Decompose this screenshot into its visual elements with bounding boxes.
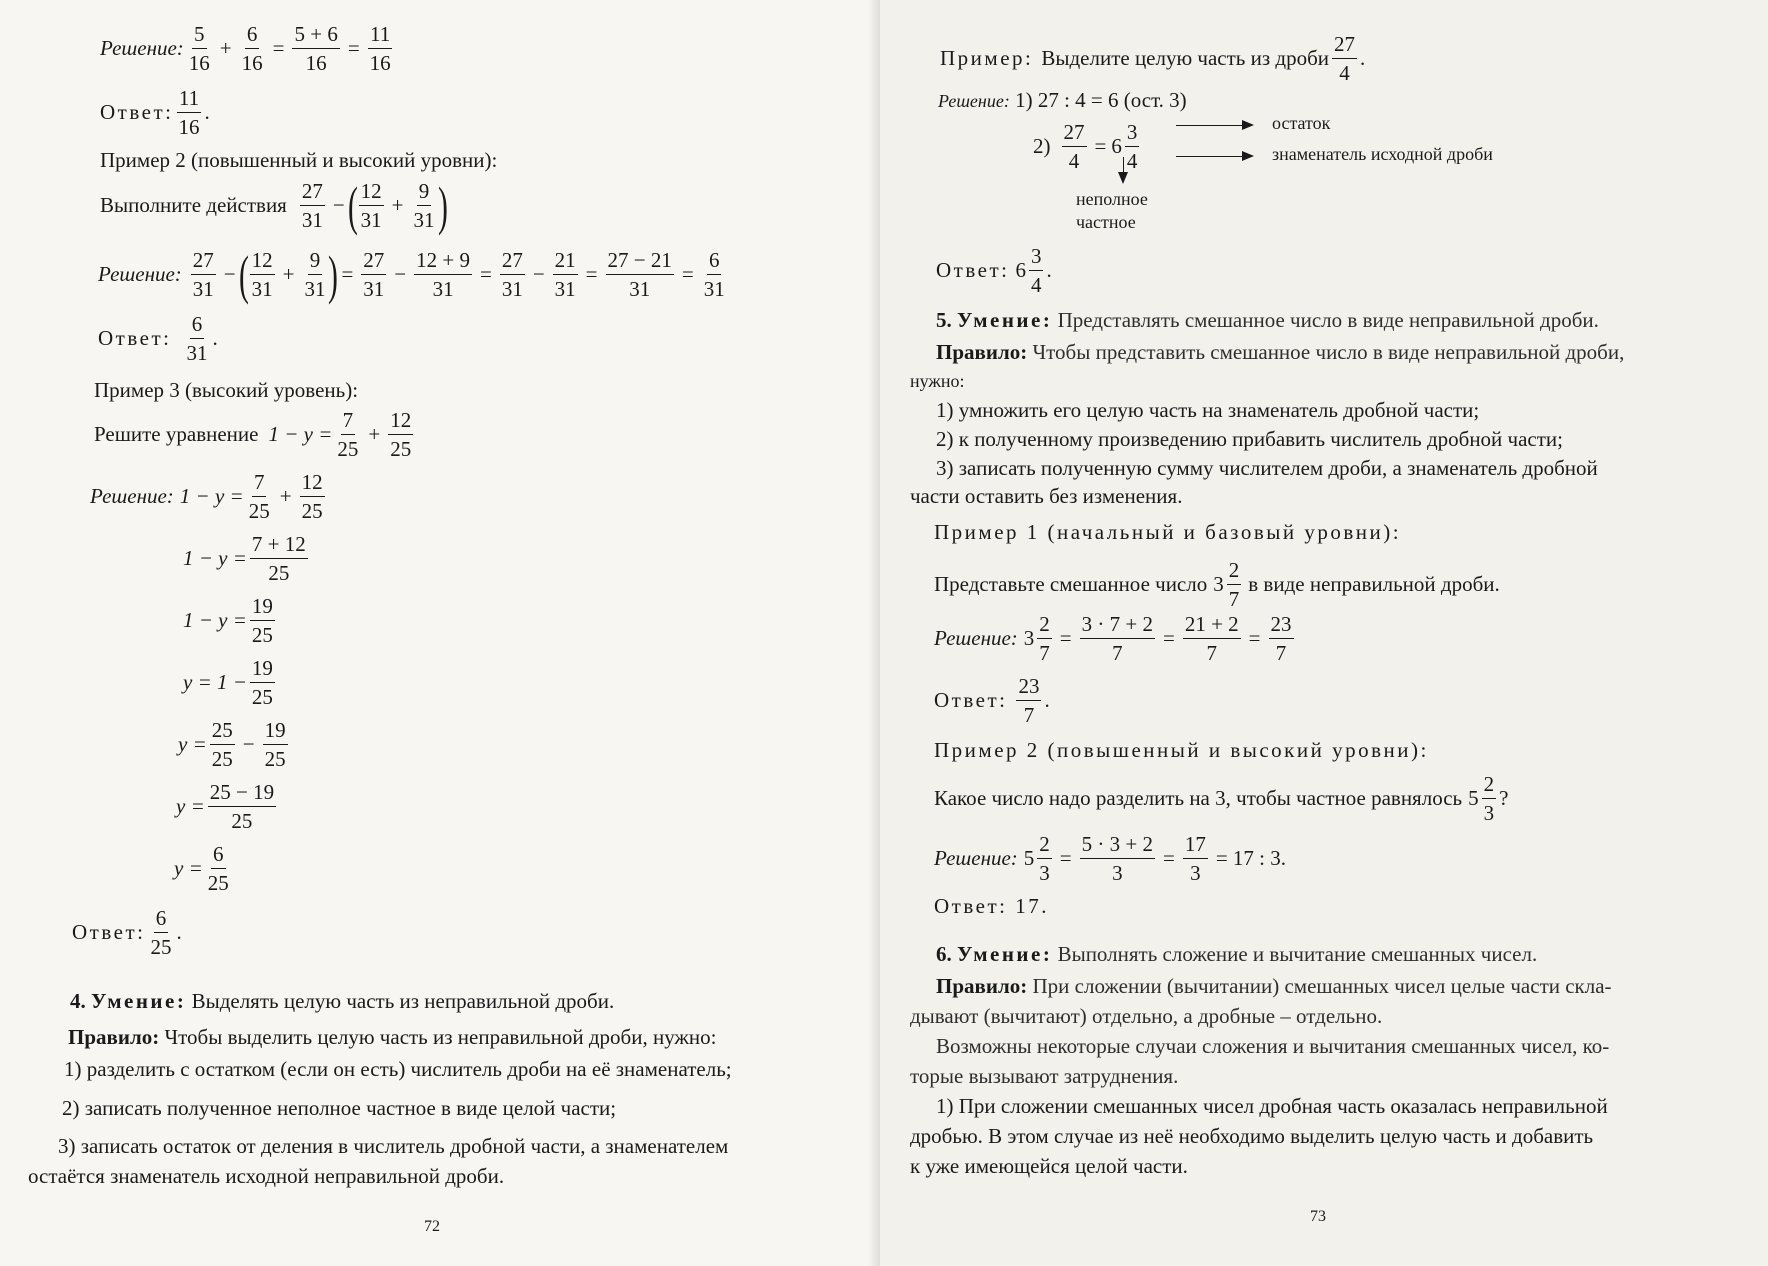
ex2-solution-label: Решение: <box>98 262 182 286</box>
fraction: $\frac{23}{7}$ <box>1270 612 1292 665</box>
ex-answer: Ответ: 6 $\frac{3}{4}$ . <box>936 244 1052 297</box>
mixed-number: 6 $\frac{3}{4}$ <box>1111 120 1138 173</box>
fraction: $\frac{27}{31}$ <box>501 248 523 301</box>
para6: Возможны некоторые случаи сложения и вычитания смешанных чисел, ко- <box>936 1034 1610 1058</box>
mixed-number: 6 $\frac{3}{4}$ <box>1015 244 1042 297</box>
fraction: $\frac{12}{31}$ <box>251 248 273 301</box>
fraction: $\frac{6}{31}$ <box>703 248 725 301</box>
arrowhead-denominator <box>1242 151 1254 161</box>
rule5-item3-cont: части оставить без изменения. <box>910 484 1183 508</box>
fraction: $\frac{23}{7}$ <box>1018 674 1040 727</box>
rule6-cont: дывают (вычитают) отдельно, а дробные – отдельно. <box>910 1004 1383 1028</box>
rule4-item3: 3) записать остаток от деления в числитель дробной части, а знаменателем <box>58 1134 729 1158</box>
fraction: $\frac{19}{25}$ <box>264 718 286 771</box>
rule5-item2: 2) к полученному произведению прибавить числитель дробной части; <box>936 427 1563 451</box>
rule6: Правило: При сложении (вычитании) смешанных чисел целые части скла- <box>936 974 1612 998</box>
fraction: $\frac{3}{4}$ <box>1030 244 1042 297</box>
note-quotient-1: неполное <box>1076 189 1148 209</box>
arrowhead-quotient <box>1118 172 1128 184</box>
fraction: $\frac{6}{25}$ <box>207 842 229 895</box>
ex3-task: Решите уравнение 1 − y = $\frac{7}{25}$ + $\frac{12}{25}$ <box>94 408 412 461</box>
note-quotient-2: частное <box>1076 212 1136 232</box>
ex1-solution: Решение: $\frac{5}{16}$ + $\frac{6}{16}$ = $\frac{5 + 6}{16}$ = $\frac{11}{16}$ <box>100 22 391 75</box>
fraction: $\frac{7 + 12}{25}$ <box>251 532 306 585</box>
rule5-item3: 3) записать полученную сумму числителем дроби, а знаменатель дробной <box>936 456 1598 480</box>
fraction: $\frac{6}{31}$ <box>186 312 208 365</box>
fraction: $\frac{27}{31}$ <box>363 248 385 301</box>
fraction: $\frac{7}{25}$ <box>248 470 270 523</box>
right-page <box>880 0 1768 1266</box>
fraction: $\frac{2}{7}$ <box>1039 612 1050 665</box>
ex3-header: Пример 3 (высокий уровень): <box>94 378 359 402</box>
ex2-header: Пример 2 (повышенный и высокий уровни): <box>100 148 498 172</box>
ex3-solution-line6: y = $\frac{25 - 19}{25}$ <box>176 780 275 833</box>
fraction: $\frac{17}{3}$ <box>1184 832 1206 885</box>
fraction: $\frac{27}{31}$ <box>301 179 323 232</box>
ex3-solution-line1: Решение: 1 − y = $\frac{7}{25}$ + $\frac{12}{25}$ <box>90 470 323 523</box>
skill6-heading: 6. Умение: Выполнять сложение и вычитание смешанных чисел. <box>936 942 1538 966</box>
rule4-item1: 1) разделить с остатком (если он есть) числитель дроби на её знаменатель; <box>64 1057 732 1081</box>
ex5-1-solution: Решение: 3 $\frac{2}{7}$ = $\frac{3 \cdot 7 + 2}{7}$ = $\frac{21 + 2}{7}$ = $\frac{23}{7}$ <box>934 612 1292 665</box>
arrow-denominator <box>1176 156 1244 157</box>
note-denominator: знаменатель исходной дроби <box>1272 144 1493 164</box>
mixed-number: 5 $\frac{2}{3}$ <box>1023 832 1050 885</box>
fraction: $\frac{3}{4}$ <box>1126 120 1138 173</box>
ex5-2-solution: Решение: 5 $\frac{2}{3}$ = $\frac{5 \cdot 3 + 2}{3}$ = $\frac{17}{3}$ = 17 : 3. <box>934 832 1287 885</box>
ex5-2-task: Какое число надо разделить на 3, чтобы частное равнялось 5 $\frac{2}{3}$ ? <box>934 772 1509 825</box>
ex1-answer-label: Ответ: <box>100 100 174 124</box>
fraction: $\frac{5 \cdot 3 + 2}{3}$ <box>1081 832 1153 885</box>
ex2-solution: Решение: $\frac{27}{31}$ − ( $\frac{12}{31}$ + $\frac{9}{31}$ ) = $\frac{27}{31}$ − $\frac{12 + 9}{31}$ = $\frac{27}{31}$ − $\frac{21}{31}$ = $\frac{27 - 21}{31}$ = $\frac{6}{31}$ <box>98 244 725 305</box>
fraction: $\frac{5}{16}$ <box>188 22 210 75</box>
ex3-solution-line5: y = $\frac{25}{25}$ − $\frac{19}{25}$ <box>178 718 286 771</box>
fraction: $\frac{5 + 6}{16}$ <box>294 22 338 75</box>
ex5-1-answer: Ответ: $\frac{23}{7}$ . <box>934 674 1050 727</box>
rule5-cont: нужно: <box>910 371 965 391</box>
fraction: $\frac{19}{25}$ <box>251 594 273 647</box>
fraction: $\frac{12}{31}$ <box>360 179 382 232</box>
ex1-solution-label: Решение: <box>100 36 184 60</box>
para6-1-cont2: к уже имеющейся целой части. <box>910 1154 1188 1178</box>
rule4: Правило: Чтобы выделить целую часть из неправильной дроби, нужно: <box>68 1025 717 1049</box>
fraction: $\frac{6}{16}$ <box>241 22 263 75</box>
fraction: $\frac{6}{25}$ <box>150 906 172 959</box>
arrowhead-remainder <box>1242 120 1254 130</box>
fraction: $\frac{9}{31}$ <box>413 179 435 232</box>
mixed-number: 5 $\frac{2}{3}$ <box>1468 772 1495 825</box>
ex3-solution-line2: 1 − y = $\frac{7 + 12}{25}$ <box>183 532 306 585</box>
fraction: $\frac{27}{4}$ <box>1063 120 1085 173</box>
fraction: $\frac{2}{3}$ <box>1039 832 1050 885</box>
fraction: $\frac{11}{16}$ <box>369 22 391 75</box>
ex3-solution-label: Решение: <box>90 484 174 508</box>
rule4-item2: 2) записать полученное неполное частное в виде целой части; <box>62 1096 617 1120</box>
fraction: $\frac{12}{25}$ <box>301 470 323 523</box>
ex3-solution-line7: y = $\frac{6}{25}$ <box>174 842 229 895</box>
fraction: $\frac{7}{25}$ <box>337 408 359 461</box>
fraction: $\frac{27}{4}$ <box>1334 32 1356 85</box>
ex5-1-task: Представьте смешанное число 3 $\frac{2}{7}$ в виде неправильной дроби. <box>934 558 1500 611</box>
skill4-heading: 4. Умение: Выделять целую часть из неправильной дроби. <box>70 989 615 1013</box>
ex1-answer: Ответ: $\frac{11}{16}$ . <box>100 86 210 139</box>
ex-step2: 2) $\frac{27}{4}$ = 6 $\frac{3}{4}$ <box>1033 118 1142 175</box>
ex3-solution-line4: y = 1 − $\frac{19}{25}$ <box>183 656 273 709</box>
fraction: $\frac{2}{3}$ <box>1483 772 1495 825</box>
fraction: $\frac{25}{25}$ <box>211 718 233 771</box>
rule5: Правило: Чтобы представить смешанное число в виде неправильной дроби, <box>936 340 1625 364</box>
ex2-answer: Ответ: $\frac{6}{31}$ . <box>98 312 218 365</box>
fraction: $\frac{12 + 9}{31}$ <box>416 248 470 301</box>
fraction: $\frac{25 - 19}{25}$ <box>209 780 275 833</box>
ex3-solution-line3: 1 − y = $\frac{19}{25}$ <box>183 594 273 647</box>
fraction: $\frac{27}{31}$ <box>192 248 214 301</box>
mixed-number: 3 $\frac{2}{7}$ <box>1023 612 1050 665</box>
ex3-answer: Ответ: $\frac{6}{25}$ . <box>72 906 182 959</box>
skill5-heading: 5. Умение: Представлять смешанное число в виде неправильной дроби. <box>936 308 1599 332</box>
ex-step1: Решение: 1) 27 : 4 = 6 (ост. 3) <box>938 88 1187 112</box>
para6-cont: торые вызывают затруднения. <box>910 1064 1179 1088</box>
fraction: $\frac{2}{7}$ <box>1228 558 1240 611</box>
page-number-left: 72 <box>424 1218 440 1235</box>
para6-1: 1) При сложении смешанных чисел дробная часть оказалась неправильной <box>936 1094 1608 1118</box>
fraction: $\frac{21 + 2}{7}$ <box>1184 612 1239 665</box>
ex-header: Пример: Выделите целую часть из дроби $\frac{27}{4}$ . <box>940 32 1366 85</box>
fraction: $\frac{3 \cdot 7 + 2}{7}$ <box>1081 612 1153 665</box>
page-number-right: 73 <box>1310 1208 1326 1225</box>
fraction: $\frac{19}{25}$ <box>251 656 273 709</box>
fraction: $\frac{21}{31}$ <box>554 248 576 301</box>
arrow-remainder <box>1176 125 1244 126</box>
ex2-answer-label: Ответ: <box>98 326 172 350</box>
rule5-item1: 1) умножить его целую часть на знаменатель дробной части; <box>936 398 1480 422</box>
rule4-item3-cont: остаётся знаменатель исходной неправильной дроби. <box>28 1164 505 1188</box>
left-page <box>0 0 880 1266</box>
ex2-task: Выполните действия $\frac{27}{31}$ − ( $\frac{12}{31}$ + $\frac{9}{31}$ ) <box>100 175 448 236</box>
para6-1-cont: дробью. В этом случае из неё необходимо выделить целую часть и добавить <box>910 1124 1594 1148</box>
ex3-answer-label: Ответ: <box>72 920 146 944</box>
fraction: $\frac{11}{16}$ <box>178 86 200 139</box>
fraction: $\frac{9}{31}$ <box>304 248 326 301</box>
ex5-2-answer: Ответ: 17. <box>934 894 1049 918</box>
ex5-2-header: Пример 2 (повышенный и высокий уровни): <box>934 738 1429 762</box>
note-remainder: остаток <box>1272 113 1331 133</box>
mixed-number: 3 $\frac{2}{7}$ <box>1213 558 1240 611</box>
ex5-1-header: Пример 1 (начальный и базовый уровни): <box>934 520 1402 544</box>
fraction: $\frac{27 - 21}{31}$ <box>607 248 672 301</box>
fraction: $\frac{12}{25}$ <box>390 408 412 461</box>
